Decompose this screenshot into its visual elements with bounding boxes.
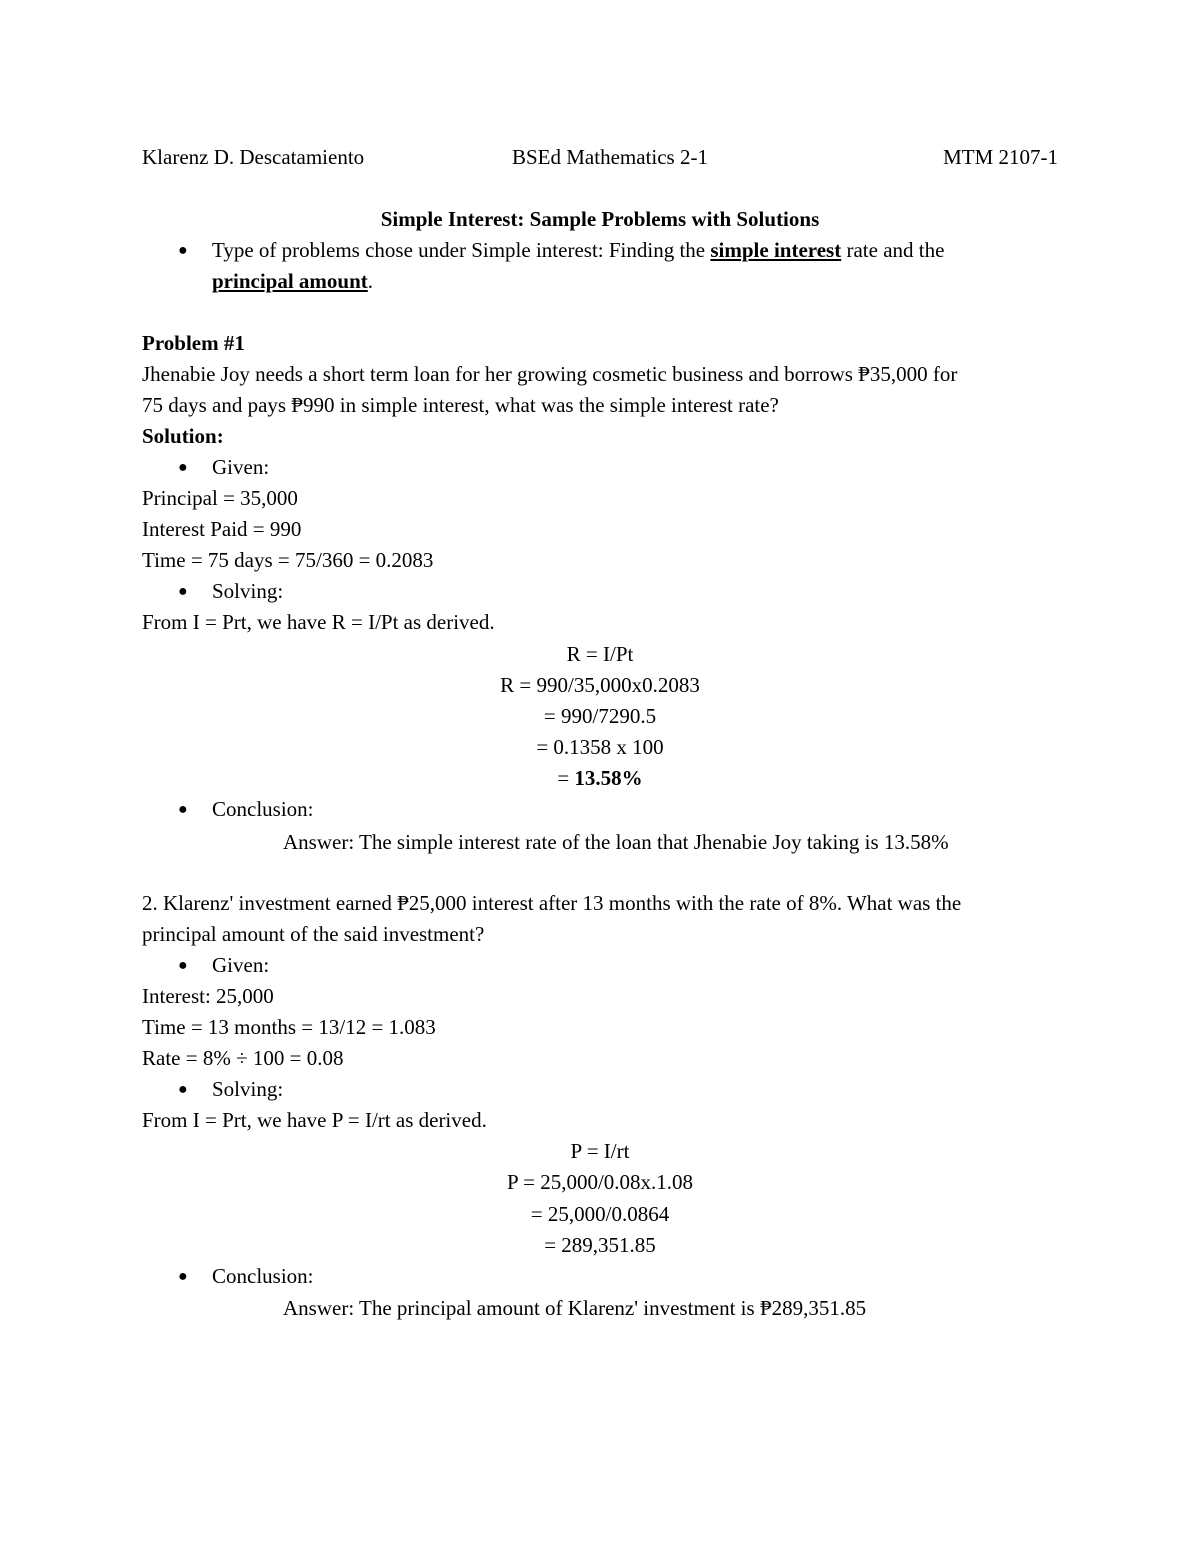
problem2-step: P = 25,000/0.08x.1.08 [506,1170,694,1194]
problem2-step: = 25,000/0.0864 [530,1202,670,1226]
given-label: Given: [212,953,270,977]
problem1-result [0,768,1200,789]
intro-text-a: Type of problems chose under Simple interest: Finding the [212,238,711,262]
problem1-step: R = I/Pt [566,642,634,666]
problem1-answer: Answer: The simple interest rate of the loan that Jhenabie Joy taking is 13.58% [283,830,949,854]
problem1-step: R = 990/35,000x0.2083 [500,673,700,697]
bullet-icon: ● [178,1268,188,1285]
problem1-derivation: From I = Prt, we have R = I/Pt as derived. [142,610,495,634]
conclusion-label: Conclusion: [212,797,314,821]
bullet-icon: ● [178,242,188,259]
conclusion-label: Conclusion: [212,1264,314,1288]
intro-emphasis-b: principal amount [212,269,368,293]
bullet-icon: ● [178,583,188,600]
problem2-given-bullet [178,955,269,976]
problem2-step: P = I/rt [570,1139,630,1163]
problem1-solving-bullet [178,581,283,602]
problem1-given-bullet [178,457,269,478]
intro-bullet [178,240,944,261]
problem1-heading: Problem #1 [142,331,245,355]
problem1-step: = 990/7290.5 [543,704,657,728]
problem2-question-line1: 2. Klarenz' investment earned ₱25,000 interest after 13 months with the rate of 8%. What was the [142,891,962,915]
bullet-icon: ● [178,1081,188,1098]
bullet-icon: ● [178,801,188,818]
problem2-given-interest: Interest: 25,000 [142,984,274,1008]
result-prefix: = [557,766,575,790]
problem1-question-line1: Jhenabie Joy needs a short term loan for her growing cosmetic business and borrows ₱35,000 for [142,362,958,386]
document-title: Simple Interest: Sample Problems with Solutions [380,207,820,231]
problem1-question-line2: 75 days and pays ₱990 in simple interest, what was the simple interest rate? [142,393,779,417]
problem1-given-time: Time = 75 days = 75/360 = 0.2083 [142,548,434,572]
problem1-step: = 0.1358 x 100 [536,735,664,759]
problem2-solving-bullet [178,1079,283,1100]
bullet-icon: ● [178,957,188,974]
problem2-derivation: From I = Prt, we have P = I/rt as derived. [142,1108,487,1132]
intro-bullet-cont [212,271,373,292]
problem2-given-time: Time = 13 months = 13/12 = 1.083 [142,1015,436,1039]
problem1-given-principal: Principal = 35,000 [142,486,298,510]
intro-text-b: rate and the [841,238,945,262]
given-label: Given: [212,455,270,479]
intro-emphasis-a: simple interest [710,238,842,262]
result-value: 13.58% [574,766,643,790]
problem2-given-rate: Rate = 8% ÷ 100 = 0.08 [142,1046,344,1070]
solving-label: Solving: [212,579,284,603]
intro-text-c: . [367,269,374,293]
course-code: MTM 2107-1 [943,145,1058,169]
problem2-answer: Answer: The principal amount of Klarenz' investment is ₱289,351.85 [283,1296,867,1320]
problem1-solution-label: Solution: [142,424,224,448]
author-name: Klarenz D. Descatamiento [142,145,365,169]
problem1-given-interest: Interest Paid = 990 [142,517,302,541]
problem1-conclusion-bullet [178,799,314,820]
program-label: BSEd Mathematics 2-1 [512,145,708,169]
problem2-conclusion-bullet [178,1266,314,1287]
problem2-result: = 289,351.85 [544,1233,656,1257]
solving-label: Solving: [212,1077,284,1101]
bullet-icon: ● [178,459,188,476]
problem2-question-line2: principal amount of the said investment? [142,922,485,946]
